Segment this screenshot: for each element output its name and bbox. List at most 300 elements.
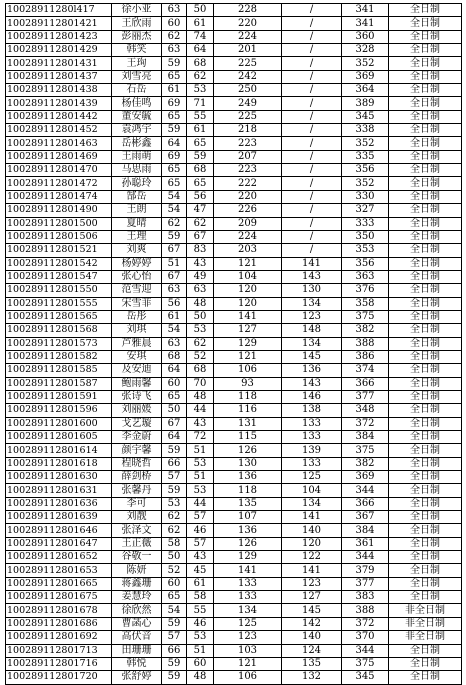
subject2-score-cell: /: [282, 204, 342, 217]
english-score-cell: 83: [187, 244, 214, 257]
study-mode-cell: 全日制: [389, 484, 462, 497]
name-cell: 刘靓: [112, 511, 162, 524]
subject1-score-cell: 126: [214, 444, 282, 457]
total-score-cell: 333: [342, 217, 389, 230]
subject1-score-cell: 107: [214, 511, 282, 524]
subject1-score-cell: 121: [214, 257, 282, 270]
candidate-id-cell: 100289112801713: [6, 644, 112, 657]
candidate-id-cell: 100289112801653: [6, 564, 112, 577]
study-mode-cell: 全日制: [389, 244, 462, 257]
name-cell: 王朗: [112, 204, 162, 217]
english-score-cell: 50: [187, 310, 214, 323]
politics-score-cell: 62: [162, 511, 187, 524]
study-mode-cell: 全日制: [389, 524, 462, 537]
total-score-cell: 366: [342, 497, 389, 510]
name-cell: 蒋鑫珊: [112, 577, 162, 590]
total-score-cell: 352: [342, 57, 389, 70]
politics-score-cell: 59: [162, 57, 187, 70]
english-score-cell: 63: [187, 284, 214, 297]
name-cell: 张心怡: [112, 270, 162, 283]
subject1-score-cell: 141: [214, 564, 282, 577]
candidate-id-cell: 100289112801600: [6, 417, 112, 430]
candidate-id-cell: 100289112801437: [6, 70, 112, 83]
politics-score-cell: 54: [162, 190, 187, 203]
table-row: [6, 244, 462, 257]
total-score-cell: 386: [342, 350, 389, 363]
total-score-cell: 374: [342, 364, 389, 377]
name-cell: 韩悦: [112, 657, 162, 670]
table-row: [6, 137, 462, 150]
subject2-score-cell: 122: [282, 551, 342, 564]
total-score-cell: 361: [342, 537, 389, 550]
english-score-cell: 68: [187, 57, 214, 70]
english-score-cell: 62: [187, 337, 214, 350]
subject1-score-cell: 118: [214, 484, 282, 497]
name-cell: 张泽文: [112, 524, 162, 537]
english-score-cell: 53: [187, 631, 214, 644]
english-score-cell: 62: [187, 70, 214, 83]
subject1-score-cell: 136: [214, 524, 282, 537]
subject2-score-cell: 120: [282, 537, 342, 550]
total-score-cell: 358: [342, 297, 389, 310]
candidate-id-cell: 100289112801652: [6, 551, 112, 564]
subject1-score-cell: 224: [214, 230, 282, 243]
politics-score-cell: 59: [162, 671, 187, 684]
study-mode-cell: 全日制: [389, 17, 462, 30]
politics-score-cell: 65: [162, 70, 187, 83]
name-cell: 郜岳: [112, 190, 162, 203]
subject1-score-cell: 115: [214, 431, 282, 444]
study-mode-cell: 全日制: [389, 177, 462, 190]
table-row: [6, 537, 462, 550]
candidate-id-cell: 100289112801442: [6, 110, 112, 123]
total-score-cell: 353: [342, 244, 389, 257]
politics-score-cell: 53: [162, 497, 187, 510]
candidate-id-cell: 100289112801614: [6, 444, 112, 457]
table-row: [6, 631, 462, 644]
study-mode-cell: 全日制: [389, 564, 462, 577]
study-mode-cell: 全日制: [389, 551, 462, 564]
table-row: [6, 204, 462, 217]
candidate-id-cell: 100289112801472: [6, 177, 112, 190]
candidate-id-cell: 100289112801521: [6, 244, 112, 257]
politics-score-cell: 67: [162, 270, 187, 283]
table-row: [6, 417, 462, 430]
study-mode-cell: 非全日制: [389, 617, 462, 630]
total-score-cell: 363: [342, 270, 389, 283]
table-row: [6, 671, 462, 684]
english-score-cell: 51: [187, 644, 214, 657]
total-score-cell: 356: [342, 164, 389, 177]
english-score-cell: 53: [187, 484, 214, 497]
politics-score-cell: 60: [162, 377, 187, 390]
politics-score-cell: 63: [162, 44, 187, 57]
english-score-cell: 60: [187, 657, 214, 670]
total-score-cell: 341: [342, 17, 389, 30]
table-row: [6, 471, 462, 484]
total-score-cell: 382: [342, 324, 389, 337]
english-score-cell: 43: [187, 257, 214, 270]
politics-score-cell: 54: [162, 204, 187, 217]
subject1-score-cell: 249: [214, 97, 282, 110]
politics-score-cell: 50: [162, 404, 187, 417]
total-score-cell: 364: [342, 84, 389, 97]
study-mode-cell: 非全日制: [389, 604, 462, 617]
table-row: [6, 97, 462, 110]
subject1-score-cell: 135: [214, 497, 282, 510]
subject1-score-cell: 133: [214, 577, 282, 590]
candidate-id-cell: 100289112801591: [6, 390, 112, 403]
english-score-cell: 43: [187, 551, 214, 564]
subject2-score-cell: 140: [282, 524, 342, 537]
study-mode-cell: 全日制: [389, 577, 462, 590]
study-mode-cell: 全日制: [389, 57, 462, 70]
politics-score-cell: 59: [162, 617, 187, 630]
study-mode-cell: 全日制: [389, 297, 462, 310]
subject1-score-cell: 106: [214, 364, 282, 377]
politics-score-cell: 61: [162, 310, 187, 323]
name-cell: 范雪迎: [112, 284, 162, 297]
total-score-cell: 376: [342, 284, 389, 297]
english-score-cell: 61: [187, 124, 214, 137]
politics-score-cell: 63: [162, 284, 187, 297]
study-mode-cell: 全日制: [389, 337, 462, 350]
subject1-score-cell: 121: [214, 657, 282, 670]
english-score-cell: 56: [187, 190, 214, 203]
name-cell: 刘丽媛: [112, 404, 162, 417]
total-score-cell: 328: [342, 44, 389, 57]
subject2-score-cell: 138: [282, 404, 342, 417]
politics-score-cell: 69: [162, 97, 187, 110]
candidate-id-cell: 100289112801573: [6, 337, 112, 350]
study-mode-cell: 全日制: [389, 390, 462, 403]
subject2-score-cell: 132: [282, 671, 342, 684]
english-score-cell: 48: [187, 671, 214, 684]
name-cell: 韩笑: [112, 44, 162, 57]
table-row: [6, 604, 462, 617]
politics-score-cell: 65: [162, 177, 187, 190]
total-score-cell: 348: [342, 404, 389, 417]
study-mode-cell: 全日制: [389, 511, 462, 524]
subject2-score-cell: /: [282, 57, 342, 70]
subject2-score-cell: 140: [282, 631, 342, 644]
politics-score-cell: 62: [162, 217, 187, 230]
subject2-score-cell: /: [282, 44, 342, 57]
name-cell: 安琪: [112, 350, 162, 363]
candidate-id-cell: 100289112801585: [6, 364, 112, 377]
subject1-score-cell: 106: [214, 671, 282, 684]
name-cell: 高伏音: [112, 631, 162, 644]
study-mode-cell: 全日制: [389, 110, 462, 123]
subject1-score-cell: 225: [214, 110, 282, 123]
english-score-cell: 55: [187, 110, 214, 123]
table-row: [6, 30, 462, 43]
english-score-cell: 48: [187, 297, 214, 310]
politics-score-cell: 59: [162, 124, 187, 137]
table-row: [6, 270, 462, 283]
total-score-cell: 367: [342, 511, 389, 524]
politics-score-cell: 63: [162, 4, 187, 17]
name-cell: 芦雅晨: [112, 337, 162, 350]
subject2-score-cell: /: [282, 164, 342, 177]
subject2-score-cell: /: [282, 110, 342, 123]
study-mode-cell: 全日制: [389, 657, 462, 670]
subject2-score-cell: /: [282, 137, 342, 150]
table-row: [6, 297, 462, 310]
candidate-id-cell: 100289112801646: [6, 524, 112, 537]
study-mode-cell: 全日制: [389, 4, 462, 17]
total-score-cell: 375: [342, 444, 389, 457]
name-cell: 岳彬鑫: [112, 137, 162, 150]
table-row: [6, 524, 462, 537]
subject2-score-cell: 145: [282, 604, 342, 617]
candidate-id-cell: 100289112801692: [6, 631, 112, 644]
candidate-id-cell: 100289112801582: [6, 350, 112, 363]
table-row: [6, 124, 462, 137]
total-score-cell: 352: [342, 137, 389, 150]
subject1-score-cell: 104: [214, 270, 282, 283]
subject2-score-cell: 135: [282, 657, 342, 670]
candidate-id-cell: 100289112801665: [6, 577, 112, 590]
politics-score-cell: 67: [162, 244, 187, 257]
candidate-id-cell: 100289112801618: [6, 457, 112, 470]
table-row: [6, 577, 462, 590]
name-cell: 杨佳鸣: [112, 97, 162, 110]
subject2-score-cell: /: [282, 190, 342, 203]
name-cell: 张舒婷: [112, 671, 162, 684]
total-score-cell: 382: [342, 457, 389, 470]
subject2-score-cell: 127: [282, 591, 342, 604]
total-score-cell: 338: [342, 124, 389, 137]
politics-score-cell: 58: [162, 537, 187, 550]
subject1-score-cell: 129: [214, 337, 282, 350]
name-cell: 夏晴: [112, 217, 162, 230]
subject1-score-cell: 203: [214, 244, 282, 257]
subject1-score-cell: 93: [214, 377, 282, 390]
subject1-score-cell: 228: [214, 4, 282, 17]
name-cell: 王正薇: [112, 537, 162, 550]
name-cell: 刘琪: [112, 324, 162, 337]
subject1-score-cell: 134: [214, 604, 282, 617]
candidate-id-cell: 100289112801438: [6, 84, 112, 97]
candidate-id-cell: 100289112801678: [6, 604, 112, 617]
english-score-cell: 47: [187, 204, 214, 217]
name-cell: 徐欣然: [112, 604, 162, 617]
subject1-score-cell: 118: [214, 390, 282, 403]
english-score-cell: 58: [187, 591, 214, 604]
politics-score-cell: 68: [162, 350, 187, 363]
politics-score-cell: 51: [162, 257, 187, 270]
total-score-cell: 388: [342, 337, 389, 350]
politics-score-cell: 64: [162, 364, 187, 377]
table-row: [6, 337, 462, 350]
table-row: [6, 324, 462, 337]
study-mode-cell: 全日制: [389, 310, 462, 323]
candidate-id-cell: 100289112801596: [6, 404, 112, 417]
table-row: [6, 444, 462, 457]
english-score-cell: 68: [187, 364, 214, 377]
total-score-cell: 384: [342, 524, 389, 537]
study-mode-cell: 全日制: [389, 257, 462, 270]
politics-score-cell: 60: [162, 577, 187, 590]
table-body: [6, 4, 462, 685]
candidate-id-cell: 100289112801716: [6, 657, 112, 670]
name-cell: 杨婷婷: [112, 257, 162, 270]
candidate-id-cell: 100289112801555: [6, 297, 112, 310]
subject1-score-cell: 125: [214, 617, 282, 630]
study-mode-cell: 全日制: [389, 284, 462, 297]
candidate-id-cell: 100289112801506: [6, 230, 112, 243]
subject2-score-cell: 146: [282, 390, 342, 403]
candidate-id-cell: 100289112801469: [6, 150, 112, 163]
table-row: [6, 70, 462, 83]
candidate-id-cell: 100289112801631: [6, 484, 112, 497]
study-mode-cell: 全日制: [389, 150, 462, 163]
table-row: [6, 657, 462, 670]
english-score-cell: 57: [187, 537, 214, 550]
subject1-score-cell: 127: [214, 324, 282, 337]
english-score-cell: 53: [187, 324, 214, 337]
subject1-score-cell: 242: [214, 70, 282, 83]
candidate-id-cell: 100289112801474: [6, 190, 112, 203]
subject2-score-cell: 143: [282, 377, 342, 390]
study-mode-cell: 全日制: [389, 377, 462, 390]
subject2-score-cell: /: [282, 17, 342, 30]
subject1-score-cell: 223: [214, 137, 282, 150]
table-row: [6, 257, 462, 270]
table-row: [6, 4, 462, 17]
subject2-score-cell: 139: [282, 444, 342, 457]
subject1-score-cell: 209: [214, 217, 282, 230]
table-row: [6, 217, 462, 230]
candidate-id-cell: 100289112801452: [6, 124, 112, 137]
politics-score-cell: 65: [162, 110, 187, 123]
subject2-score-cell: /: [282, 97, 342, 110]
study-mode-cell: 全日制: [389, 457, 462, 470]
candidate-id-cell: 100289112801675: [6, 591, 112, 604]
subject2-score-cell: /: [282, 84, 342, 97]
politics-score-cell: 54: [162, 324, 187, 337]
total-score-cell: 369: [342, 70, 389, 83]
score-table: [5, 3, 462, 685]
name-cell: 及安迪: [112, 364, 162, 377]
total-score-cell: 370: [342, 631, 389, 644]
candidate-id-cell: 100289112801550: [6, 284, 112, 297]
table-row: [6, 617, 462, 630]
politics-score-cell: 65: [162, 591, 187, 604]
name-cell: 石岳: [112, 84, 162, 97]
english-score-cell: 57: [187, 511, 214, 524]
subject1-score-cell: 129: [214, 551, 282, 564]
study-mode-cell: 全日制: [389, 70, 462, 83]
subject2-score-cell: /: [282, 70, 342, 83]
name-cell: 李金蔚: [112, 431, 162, 444]
subject1-score-cell: 220: [214, 190, 282, 203]
table-row: [6, 284, 462, 297]
politics-score-cell: 60: [162, 17, 187, 30]
name-cell: 戈艺璇: [112, 417, 162, 430]
candidate-id-cell: 100289112801431: [6, 57, 112, 70]
subject1-score-cell: 126: [214, 537, 282, 550]
candidate-id-cell: 100289112801542: [6, 257, 112, 270]
table-row: [6, 404, 462, 417]
table-row: [6, 431, 462, 444]
english-score-cell: 49: [187, 270, 214, 283]
total-score-cell: 360: [342, 30, 389, 43]
english-score-cell: 55: [187, 604, 214, 617]
english-score-cell: 68: [187, 164, 214, 177]
politics-score-cell: 59: [162, 657, 187, 670]
subject1-score-cell: 218: [214, 124, 282, 137]
candidate-id-cell: 100289112801720: [6, 671, 112, 684]
study-mode-cell: 全日制: [389, 217, 462, 230]
english-score-cell: 74: [187, 30, 214, 43]
subject2-score-cell: /: [282, 217, 342, 230]
subject2-score-cell: 145: [282, 350, 342, 363]
total-score-cell: 335: [342, 150, 389, 163]
total-score-cell: 377: [342, 390, 389, 403]
total-score-cell: 345: [342, 110, 389, 123]
subject2-score-cell: /: [282, 177, 342, 190]
english-score-cell: 43: [187, 417, 214, 430]
subject1-score-cell: 250: [214, 84, 282, 97]
total-score-cell: 344: [342, 551, 389, 564]
english-score-cell: 67: [187, 230, 214, 243]
subject1-score-cell: 133: [214, 591, 282, 604]
name-cell: 彭丽杰: [112, 30, 162, 43]
table-row: [6, 350, 462, 363]
subject2-score-cell: 133: [282, 431, 342, 444]
english-score-cell: 61: [187, 577, 214, 590]
table-row: [6, 190, 462, 203]
study-mode-cell: 全日制: [389, 431, 462, 444]
english-score-cell: 52: [187, 350, 214, 363]
subject2-score-cell: /: [282, 30, 342, 43]
politics-score-cell: 57: [162, 631, 187, 644]
subject1-score-cell: 120: [214, 284, 282, 297]
politics-score-cell: 56: [162, 297, 187, 310]
name-cell: 宋雪菲: [112, 297, 162, 310]
politics-score-cell: 65: [162, 390, 187, 403]
subject2-score-cell: 134: [282, 497, 342, 510]
subject2-score-cell: 133: [282, 457, 342, 470]
total-score-cell: 344: [342, 484, 389, 497]
total-score-cell: 350: [342, 230, 389, 243]
candidate-id-cell: 100289112801547: [6, 270, 112, 283]
total-score-cell: 377: [342, 577, 389, 590]
subject2-score-cell: 123: [282, 577, 342, 590]
candidate-id-cell: 100289112801439: [6, 97, 112, 110]
subject2-score-cell: 143: [282, 270, 342, 283]
total-score-cell: 383: [342, 591, 389, 604]
subject2-score-cell: 133: [282, 417, 342, 430]
english-score-cell: 62: [187, 217, 214, 230]
subject2-score-cell: 130: [282, 284, 342, 297]
english-score-cell: 70: [187, 377, 214, 390]
politics-score-cell: 69: [162, 150, 187, 163]
subject1-score-cell: 136: [214, 471, 282, 484]
subject1-score-cell: 224: [214, 30, 282, 43]
name-cell: 刘雪亮: [112, 70, 162, 83]
subject2-score-cell: 141: [282, 511, 342, 524]
subject1-score-cell: 207: [214, 150, 282, 163]
subject2-score-cell: 123: [282, 310, 342, 323]
name-cell: 王珣: [112, 57, 162, 70]
politics-score-cell: 54: [162, 604, 187, 617]
table-row: [6, 511, 462, 524]
candidate-id-cell: 100289112801429: [6, 44, 112, 57]
candidate-id-cell: 10028911280l417: [6, 4, 112, 17]
